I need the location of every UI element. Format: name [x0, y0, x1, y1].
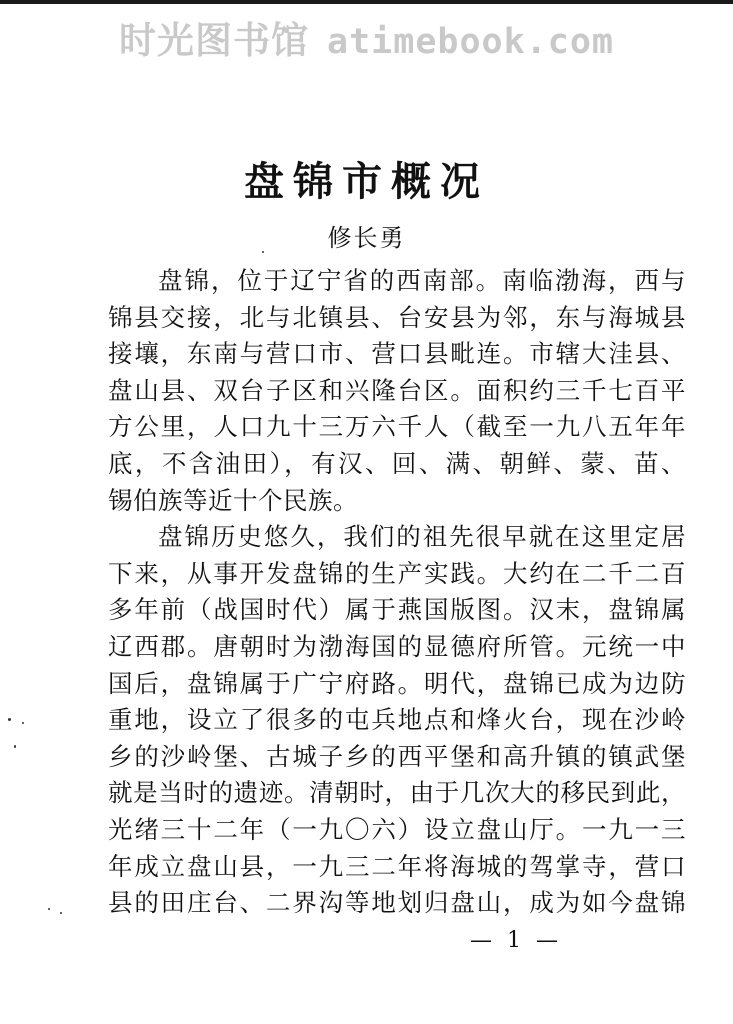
scan-speck [14, 745, 16, 748]
top-border-rule [0, 0, 733, 4]
text-line: 辽西郡。唐朝时为渤海国的显德府所管。元统一中 [108, 631, 686, 661]
scan-speck [22, 722, 24, 724]
text-line: 就是当时的遗迹。清朝时，由于几次大的移民到此， [108, 778, 686, 808]
text-line: 乡的沙岭堡、古城子乡的西平堡和高升镇的镇武堡 [108, 741, 686, 771]
page-title: 盘锦市概况 [244, 159, 489, 205]
watermark-chinese: 时光图书馆 [119, 19, 310, 62]
text-line: 年成立盘山县，一九三二年将海城的驾掌寺，营口 [108, 851, 686, 881]
text-line: 接壤，东南与营口市、营口县毗连。市辖大洼县、 [108, 339, 686, 369]
watermark [0, 10, 733, 64]
text-line: 盘山县、双台子区和兴隆台区。面积约三千七百平 [108, 375, 686, 405]
page-number: — 1 — [470, 928, 562, 953]
text-line: 多年前（战国时代）属于燕国版图。汉末，盘锦属 [108, 595, 686, 625]
scan-speck [262, 251, 264, 253]
text-line: 县的田庄台、二界沟等地划归盘山，成为如今盘锦 [108, 888, 686, 918]
text-line: 锡伯族等近十个民族。 [108, 485, 358, 515]
author-name: 修长勇 [327, 224, 406, 252]
scan-speck [48, 908, 50, 910]
text-line: 锦县交接，北与北镇县、台安县为邻，东与海城县 [108, 302, 686, 332]
scan-speck [8, 718, 11, 721]
text-line: 重地，设立了很多的屯兵地点和烽火台，现在沙岭 [108, 705, 686, 735]
text-line: 底，不含油田），有汉、回、满、朝鲜、蒙、苗、 [108, 448, 686, 478]
text-line: 国后，盘锦属于广宁府路。明代，盘锦已成为边防 [108, 668, 686, 698]
article-body [108, 263, 686, 922]
scan-speck [60, 912, 62, 914]
text-line: 下来，从事开发盘锦的生产实践。大约在二千二百 [108, 558, 686, 588]
text-line: 光绪三十二年（一九〇六）设立盘山厅。一九一三 [108, 814, 686, 844]
text-line: 盘锦历史悠久，我们的祖先很早就在这里定居 [158, 522, 686, 552]
watermark-url: atimebook.com [327, 22, 614, 62]
text-line: 方公里，人口九十三万六千人（截至一九八五年年 [108, 412, 686, 442]
text-line: 盘锦，位于辽宁省的西南部。南临渤海，西与 [158, 266, 686, 295]
